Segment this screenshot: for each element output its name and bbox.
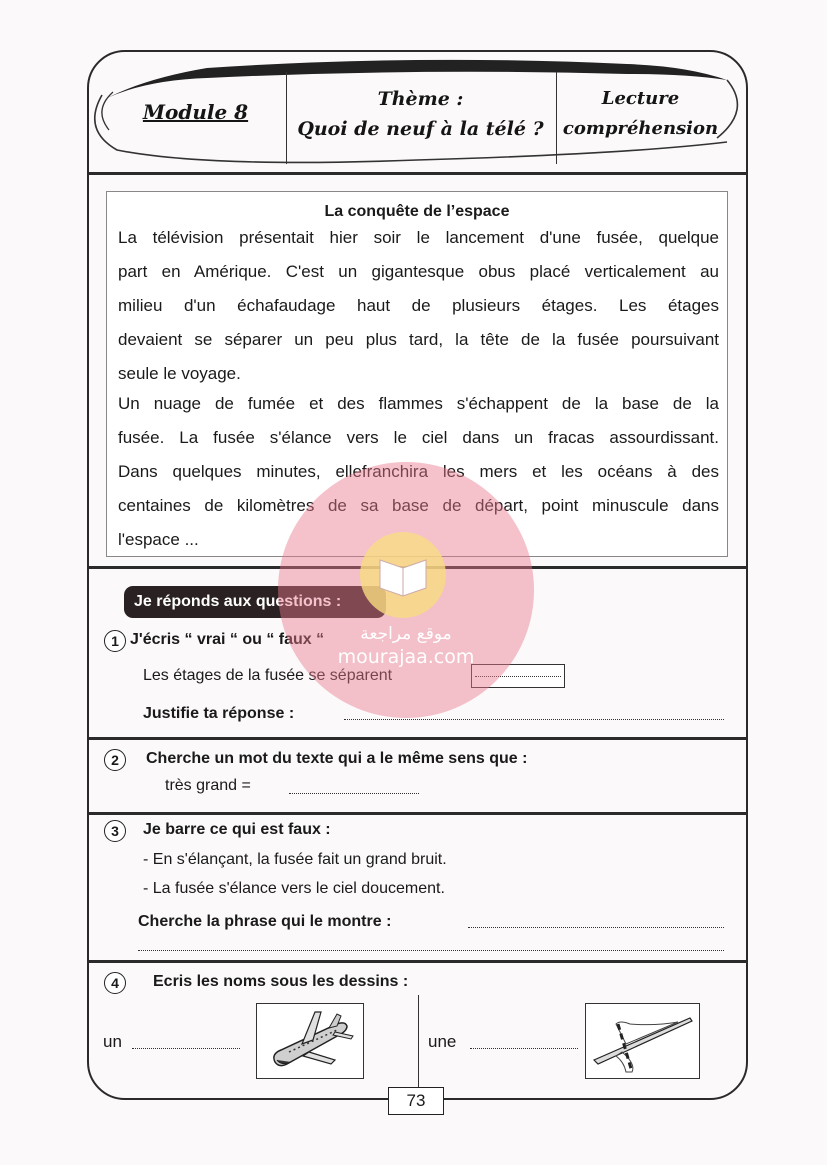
q2-word: très grand = — [165, 777, 251, 794]
question-number-3: 3 — [104, 820, 126, 842]
q3-option[interactable]: - En s'élançant, la fusée fait un grand bruit. — [143, 851, 447, 868]
reading-line: milieu d'un échafaudage haut de plusieurs étages. Les étages — [118, 296, 719, 315]
theme-title: Quoi de neuf à la télé ? — [297, 118, 544, 140]
q2-prompt: Cherche un mot du texte qui a le même sens que : — [146, 750, 528, 767]
watermark — [278, 462, 534, 718]
q1-justify-line[interactable] — [344, 719, 724, 720]
activity-line2: compréhension — [562, 118, 719, 139]
reading-title: La conquête de l’espace — [324, 203, 510, 220]
q3-option[interactable]: - La fusée s'élance vers le ciel doucement. — [143, 880, 445, 897]
header-divider — [286, 72, 287, 164]
reading-line: fusée. La fusée s'élance vers le ciel dans un fracas assourdissant. — [118, 428, 719, 447]
question-number-4: 4 — [104, 972, 126, 994]
q1-prompt: J'écris “ vrai “ ou “ faux “ — [130, 631, 325, 648]
concorde-picture — [585, 1003, 700, 1079]
theme-label: Thème : — [377, 88, 464, 110]
section-divider — [88, 960, 748, 963]
questions-banner: Je réponds aux questions : — [124, 586, 386, 618]
watermark-site: mourajaa.com — [337, 646, 475, 668]
supersonic-jet-icon — [586, 1004, 698, 1077]
q1-justify-label: Justifie ta réponse : — [143, 705, 295, 722]
q4-prompt: Ecris les noms sous les dessins : — [153, 973, 409, 990]
reading-line: Dans quelques minutes, ellefranchira les mers et les océans à des — [118, 462, 719, 481]
header-divider — [556, 72, 557, 164]
q4-right-answer-line[interactable] — [470, 1048, 578, 1049]
reading-line: seule le voyage. — [118, 364, 241, 383]
airplane-picture — [256, 1003, 364, 1079]
reading-line: centaines de kilomètres de sa base de départ, point minuscule dans — [118, 496, 719, 515]
section-divider — [88, 172, 748, 175]
open-book-icon — [360, 532, 446, 618]
q3-find-label: Cherche la phrase qui le montre : — [138, 913, 392, 930]
reading-line: Un nuage de fumée et des flammes s'échappent de la base de la — [118, 394, 719, 413]
q4-left-article: un — [103, 1032, 122, 1051]
reading-line: part en Amérique. C'est un gigantesque obus placé verticalement au — [118, 262, 719, 281]
q2-answer-line[interactable] — [289, 793, 419, 794]
q4-left-answer-line[interactable] — [132, 1048, 240, 1049]
section-divider — [88, 737, 748, 740]
q4-divider — [418, 995, 419, 1088]
q4-right-article: une — [428, 1032, 457, 1051]
q3-answer-line[interactable] — [468, 927, 724, 928]
activity-block — [558, 84, 723, 144]
q1-statement: Les étages de la fusée se séparent — [143, 667, 393, 684]
activity-line1: Lecture — [601, 88, 680, 109]
q3-answer-line-2[interactable] — [138, 950, 724, 951]
q3-prompt: Je barre ce qui est faux : — [143, 821, 331, 838]
reading-line: devaient se séparer un peu plus tard, la tête de la fusée poursuivant — [118, 330, 719, 349]
module-label: Module 8 — [142, 100, 249, 124]
watermark-arabic: موقع مراجعة — [360, 624, 452, 644]
airplane-icon — [257, 1004, 362, 1077]
theme-block — [288, 84, 553, 144]
question-number-1: 1 — [104, 630, 126, 652]
question-number-2: 2 — [104, 749, 126, 771]
page-number: 73 — [388, 1087, 444, 1115]
reading-line: l'espace ... — [118, 530, 199, 549]
reading-line: La télévision présentait hier soir le lancement d'une fusée, quelque — [118, 228, 719, 247]
section-divider — [88, 812, 748, 815]
